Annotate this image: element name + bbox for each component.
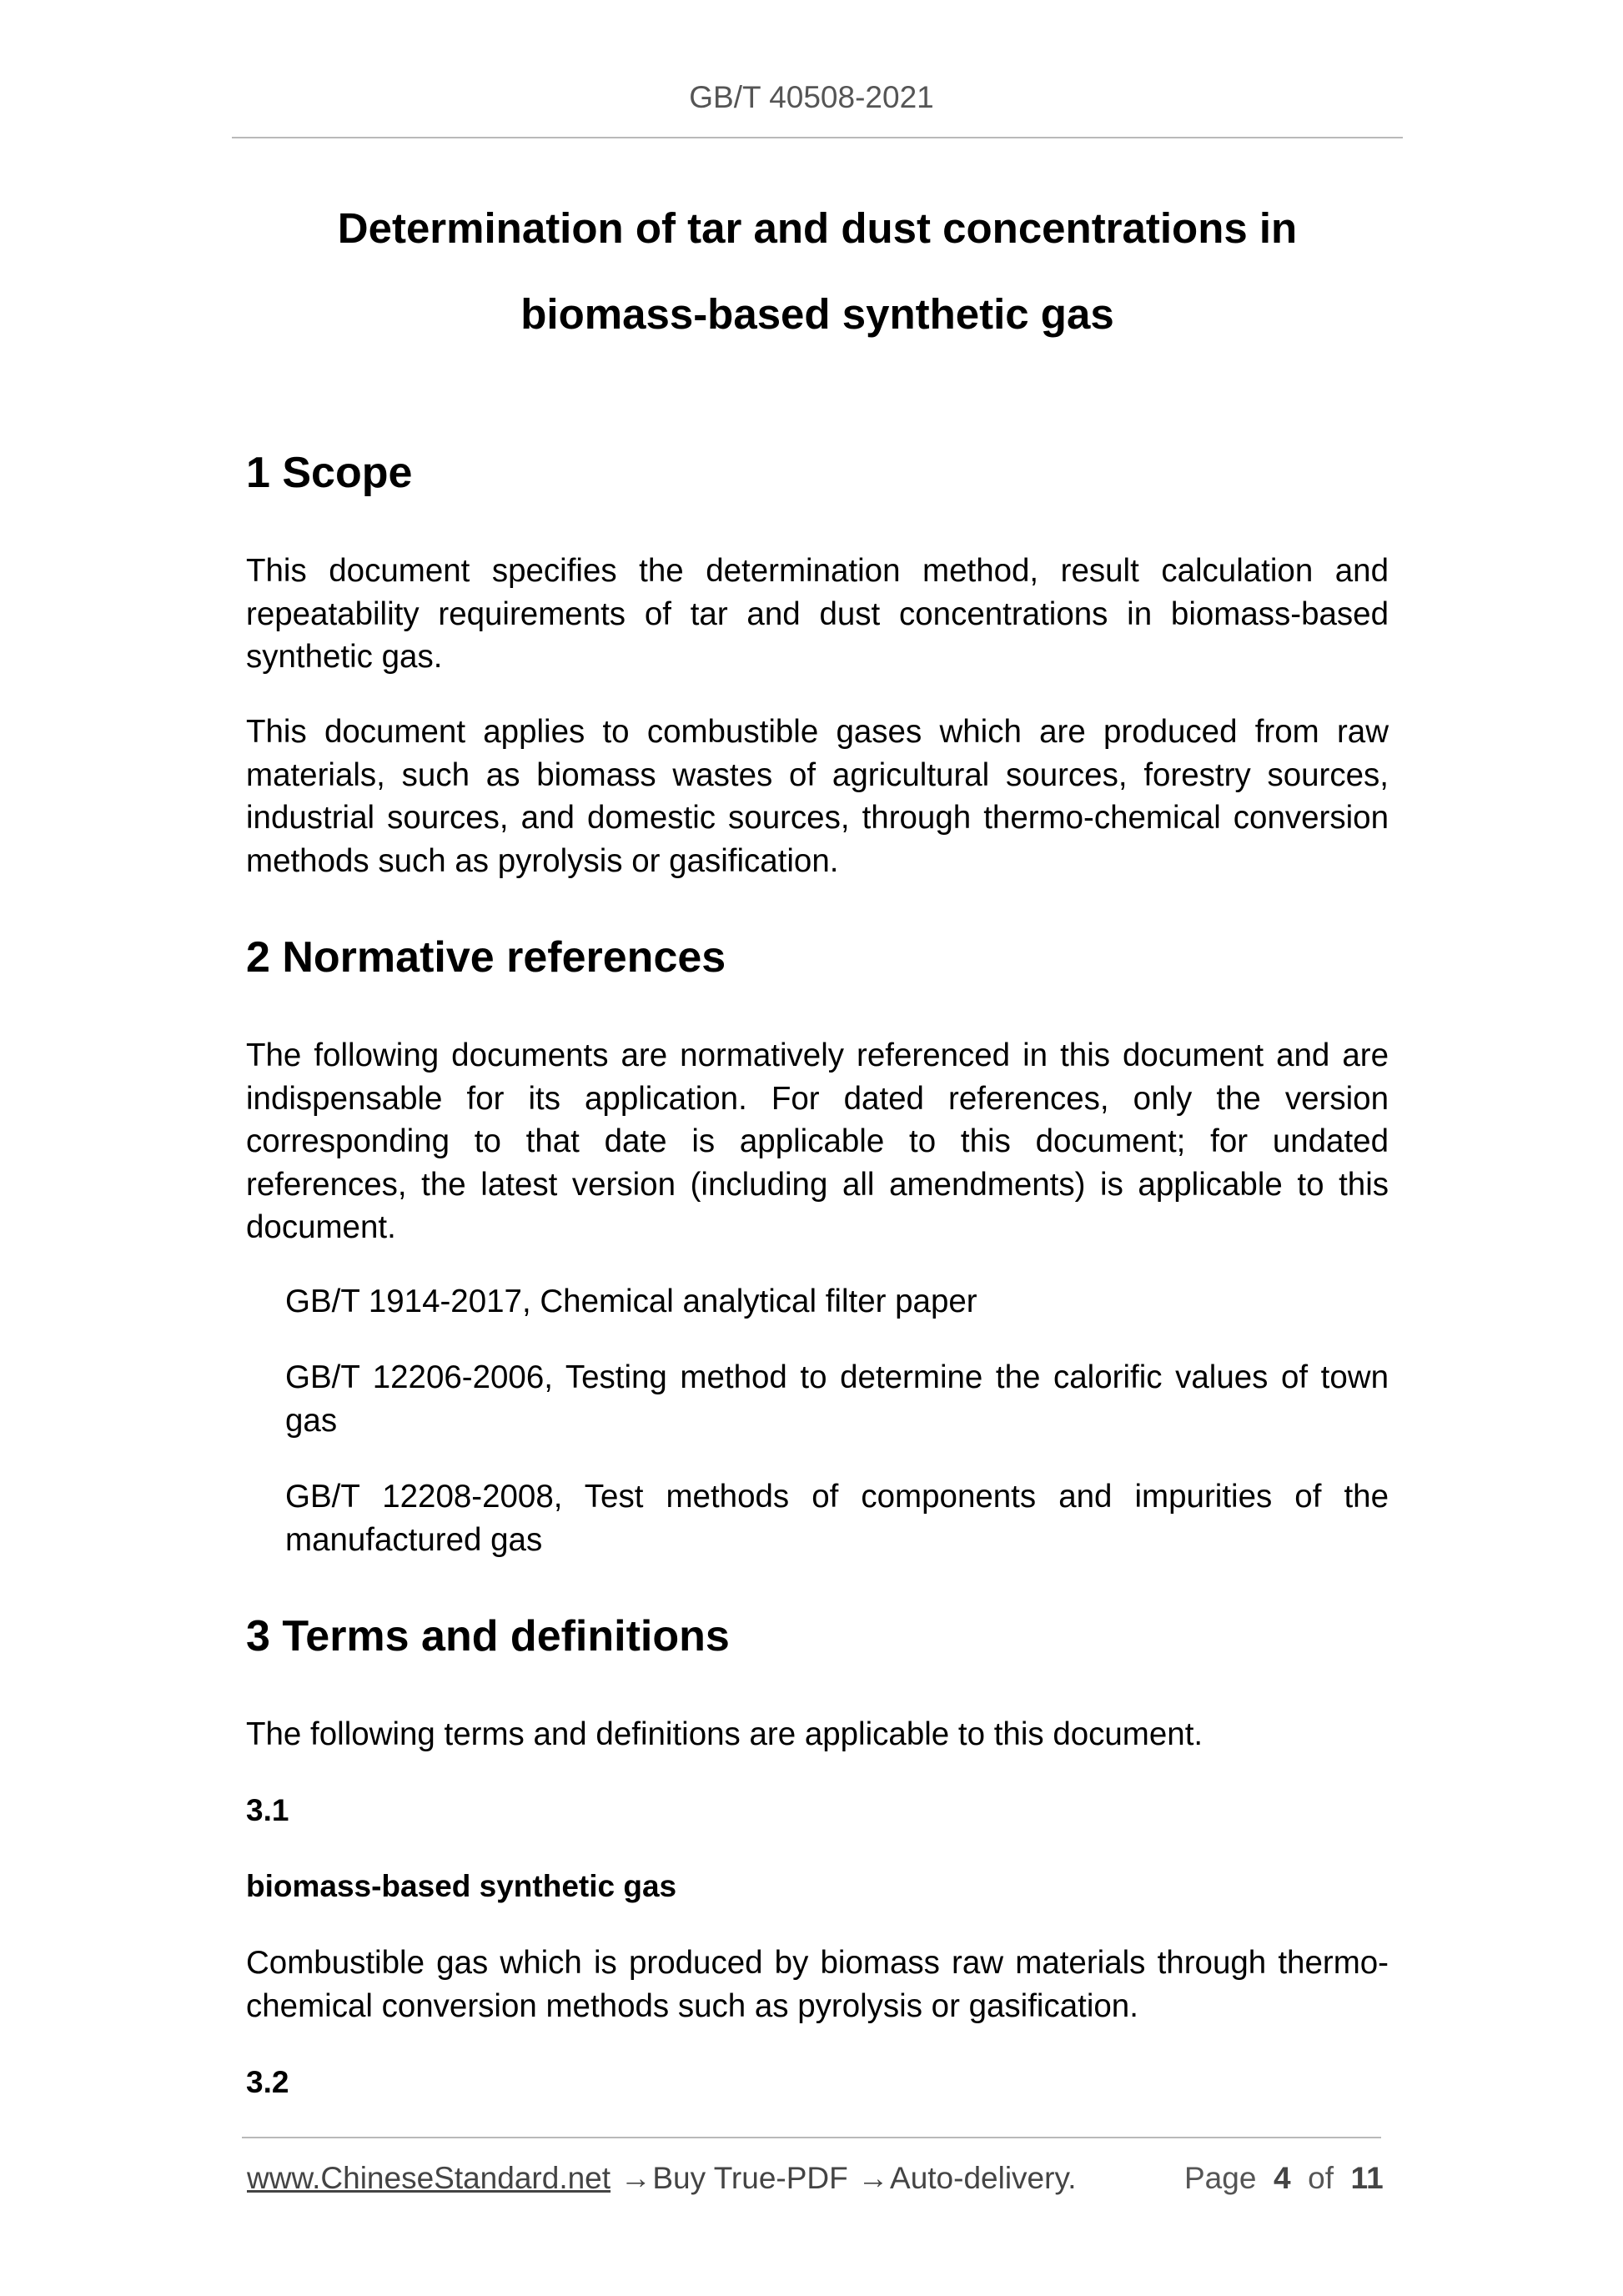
document-title [232,185,1403,357]
term-name: biomass-based synthetic gas [246,1869,677,1903]
section-heading-normative-references: 2 Normative references [246,933,726,982]
title-line-1: Determination of tar and dust concentrations in [337,204,1298,252]
current-page-number: 4 [1273,2161,1291,2195]
arrow-right-icon: → [857,2161,889,2195]
header-divider [232,137,1403,138]
website-link[interactable]: www.ChineseStandard.net [247,2161,611,2195]
section-heading-scope: 1 Scope [246,449,413,497]
term-definition: Combustible gas which is produced by biomass raw materials through thermo-chemical conversion methods such as pyrolysis or gasification. [246,1945,1389,2024]
reference-item: GB/T 1914-2017, Chemical analytical filter paper [285,1284,977,1319]
buy-true-pdf-text: Buy True-PDF [652,2161,848,2195]
total-pages-number: 11 [1350,2161,1384,2195]
normative-references-paragraph: The following documents are normatively referenced in this document and are indispensable for its application. For dated references, only the version corresponding to that date is applicable to this document; for undated references, the latest version (including all amendments) is applicable to this document. [246,1037,1389,1245]
section-heading-terms-and-definitions: 3 Terms and definitions [246,1612,730,1660]
page-indicator [1184,2158,1384,2199]
reference-item: GB/T 12208-2008, Test methods of components and impurities of the manufactured gas [285,1479,1389,1558]
auto-delivery-text: Auto-delivery. [890,2161,1077,2195]
arrow-right-icon: → [620,2161,651,2195]
term-number: 3.1 [246,1793,289,1827]
running-header: GB/T 40508-2021 [689,80,934,114]
terms-intro-paragraph: The following terms and definitions are applicable to this document. [246,1716,1203,1752]
footer-promo [247,2158,1076,2199]
page-label: Page [1184,2161,1257,2195]
scope-paragraph-2: This document applies to combustible gases which are produced from raw materials, such as biomass wastes of agricultural sources, forestry sources, industrial sources, and domestic sources, through thermo-chemical conversion methods such as pyrolysis or gasification. [246,714,1389,879]
reference-item: GB/T 12206-2006, Testing method to determine the calorific values of town gas [285,1359,1389,1439]
footer-divider [242,2137,1381,2138]
term-number: 3.2 [246,2065,289,2099]
of-label: of [1308,2161,1334,2195]
scope-paragraph-1: This document specifies the determination method, result calculation and repeatability requirements of tar and dust concentrations in biomass-based synthetic gas. [246,553,1389,675]
title-line-2: biomass-based synthetic gas [520,290,1114,338]
